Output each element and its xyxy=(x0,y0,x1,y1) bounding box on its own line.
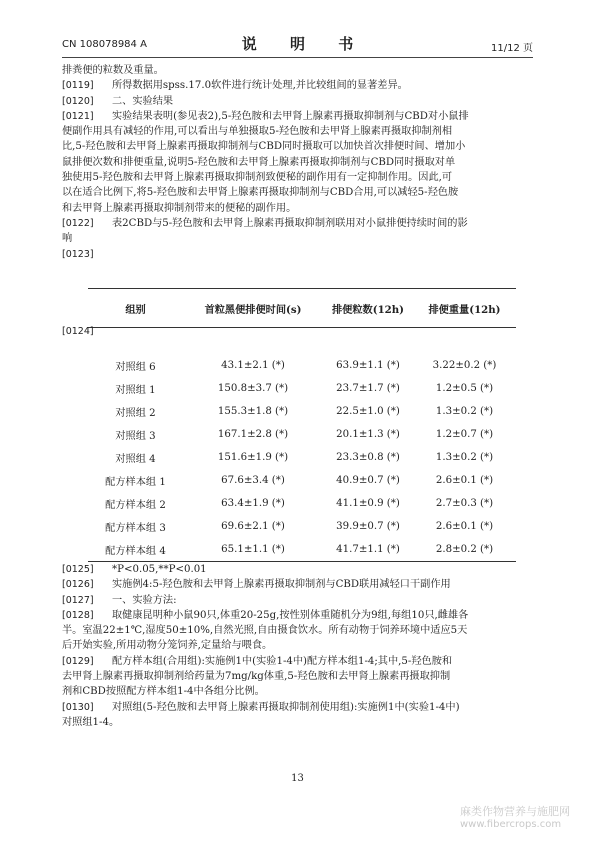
table-body xyxy=(88,354,516,561)
cell-stool-count: 22.5±1.0 (*) xyxy=(336,406,400,417)
paragraph-line: 独使用5-羟色胺和去甲肾上腺素再摄取抑制剂致便秘的副作用有一定抑制作用。因此,可 xyxy=(62,172,453,184)
table-row xyxy=(88,423,516,446)
header-stool-weight: 排便重量(12h) xyxy=(428,303,501,316)
paragraph-text: 实施例4:5-羟色胺和去甲肾上腺素再摄取抑制剂与CBD联用减轻口干副作用 xyxy=(112,579,451,591)
cell-first-stool-time: 167.1±2.8 (*) xyxy=(217,429,289,440)
paragraph-number-0124: [0124] xyxy=(62,326,94,337)
header-stool-count: 排便粒数(12h) xyxy=(332,303,404,316)
cell-stool-count: 23.7±1.7 (*) xyxy=(336,383,400,394)
paragraph-number: [0127] xyxy=(62,594,94,606)
cell-group: 配方样本组 4 xyxy=(105,546,166,557)
cell-group: 对照组 1 xyxy=(115,385,156,396)
cell-group: 配方样本组 1 xyxy=(105,477,166,488)
cell-first-stool-time: 65.1±1.1 (*) xyxy=(221,544,285,555)
paragraph-line: 便副作用具有减轻的作用,可以看出与单独摄取5-羟色胺和去甲肾上腺素再摄取抑制剂相 xyxy=(62,126,453,138)
cell-stool-count: 40.9±0.7 (*) xyxy=(336,475,400,486)
cell-group: 配方样本组 3 xyxy=(105,523,166,534)
table-gap xyxy=(88,328,516,354)
cell-stool-weight: 2.8±0.2 (*) xyxy=(435,544,494,555)
results-table xyxy=(88,288,516,562)
table-caption: 表2CBD与5-羟色胺和去甲肾上腺素再摄取抑制剂联用对小鼠排便持续时间的影 xyxy=(112,217,468,229)
cell-stool-weight: 1.2±0.5 (*) xyxy=(435,383,494,394)
cell-stool-count: 63.9±1.1 (*) xyxy=(336,360,400,371)
paragraph-line: 对照组(5-羟色胺和去甲肾上腺素再摄取抑制剂使用组):实施例1中(实验1-4中) xyxy=(112,701,460,713)
watermark-url: www.fibercrops.com xyxy=(460,819,562,830)
table-row xyxy=(88,354,516,377)
table-row xyxy=(88,377,516,400)
paragraph-line: 实验结果表明(参见表2),5-羟色胺和去甲肾上腺素再摄取抑制剂与CBD对小鼠排 xyxy=(112,110,469,122)
table-row xyxy=(88,515,516,538)
paragraph-line: 和去甲肾上腺素再摄取抑制剂带来的便秘的副作用。 xyxy=(62,202,297,214)
cell-stool-weight: 2.6±0.1 (*) xyxy=(435,521,494,532)
paragraph-0125 xyxy=(62,562,533,577)
paragraph-line: 配方样本组(合用组):实施例1中(实验1-4中)配方样本组1-4;其中,5-羟色胺和 xyxy=(112,655,453,667)
cell-stool-weight: 3.22±0.2 (*) xyxy=(432,360,497,371)
document-body-lower xyxy=(62,562,533,730)
cell-group: 对照组 3 xyxy=(115,431,156,442)
watermark xyxy=(460,805,570,831)
paragraph-number: [0120] xyxy=(62,95,94,107)
paragraph-0122 xyxy=(62,216,533,247)
paragraph-number: [0121] xyxy=(62,110,94,122)
cell-stool-count: 41.1±0.9 (*) xyxy=(336,498,400,509)
cell-first-stool-time: 67.6±3.4 (*) xyxy=(221,475,285,486)
table-header-row xyxy=(88,289,516,327)
cell-first-stool-time: 151.6±1.9 (*) xyxy=(217,452,289,463)
header-divider xyxy=(62,57,533,58)
paragraph-text: 二、实验结果 xyxy=(112,95,174,107)
cell-stool-weight: 2.7±0.3 (*) xyxy=(435,498,494,509)
cell-stool-weight: 1.3±0.2 (*) xyxy=(435,406,494,417)
paragraph-text: 一、实验方法: xyxy=(112,594,177,606)
table-caption-line: 响 xyxy=(62,233,73,245)
paragraph-line: 以在适合比例下,将5-羟色胺和去甲肾上腺素再摄取抑制剂与CBD合用,可以减轻5-羟色胺 xyxy=(62,187,459,199)
cell-stool-weight: 1.2±0.7 (*) xyxy=(435,429,494,440)
paragraph-line: 剂和CBD按照配方样本组1-4中各组分比例。 xyxy=(62,686,265,698)
table-row xyxy=(88,469,516,492)
paragraph-0120 xyxy=(62,94,533,109)
table-row xyxy=(88,400,516,423)
paragraph-line: 取健康昆明种小鼠90只,体重20-25g,按性别体重随机分为9组,每组10只,雌雄各 xyxy=(112,609,469,621)
page-header xyxy=(62,33,533,53)
cell-stool-count: 23.3±0.8 (*) xyxy=(336,452,400,463)
table-row xyxy=(88,446,516,469)
cell-first-stool-time: 69.6±2.1 (*) xyxy=(221,521,285,532)
paragraph-0129 xyxy=(62,654,533,700)
paragraph-0126 xyxy=(62,577,533,592)
paragraph-0121 xyxy=(62,109,533,216)
page-indicator: 11/12 页 xyxy=(491,43,533,54)
paragraph-0127 xyxy=(62,593,533,608)
cell-first-stool-time: 63.4±1.9 (*) xyxy=(221,498,285,509)
paragraph-number: [0126] xyxy=(62,579,94,591)
paragraph-number: [0128] xyxy=(62,609,94,621)
paragraph-line: 对照组1-4。 xyxy=(62,716,120,728)
paragraph-line: 半。室温22±1℃,湿度50±10%,自然光照,自由摄食饮水。所有动物于饲养环境中适应5天 xyxy=(62,625,468,637)
cell-group: 对照组 4 xyxy=(115,454,156,465)
paragraph-0119 xyxy=(62,78,533,93)
paragraph-number: [0130] xyxy=(62,701,94,713)
header-first-stool-time: 首粒黑便排便时间(s) xyxy=(204,303,302,316)
cell-stool-count: 20.1±1.3 (*) xyxy=(336,429,400,440)
paragraph-line: 鼠排便次数和排便重量,说明5-羟色胺和去甲肾上腺素再摄取抑制剂与CBD同时摄取对单 xyxy=(62,156,456,168)
table-row xyxy=(88,492,516,515)
cell-group: 对照组 2 xyxy=(115,408,156,419)
cell-stool-weight: 1.3±0.2 (*) xyxy=(435,452,494,463)
paragraph-line: 去甲肾上腺素再摄取抑制剂给药量为7mg/kg体重,5-羟色胺和去甲肾上腺素再摄取抑制 xyxy=(62,671,451,683)
cell-stool-count: 41.7±1.1 (*) xyxy=(336,544,400,555)
document-body xyxy=(62,63,533,262)
document-title: 说 明 书 xyxy=(241,35,368,53)
paragraph-number: [0129] xyxy=(62,655,94,667)
paragraph-number: [0119] xyxy=(62,80,94,92)
table-row xyxy=(88,538,516,561)
paragraph-0128 xyxy=(62,608,533,654)
paragraph-number: [0122] xyxy=(62,217,94,229)
paragraph-number: [0123] xyxy=(62,248,94,260)
paragraph-continuation: 排粪便的粒数及重量。 xyxy=(62,65,164,76)
watermark-title: 麻类作物营养与施肥网 xyxy=(460,805,570,818)
paragraph-0123 xyxy=(62,247,533,262)
header-group: 组别 xyxy=(125,303,146,316)
cell-stool-count: 39.9±0.7 (*) xyxy=(336,521,400,532)
paragraph-line: 比,5-羟色胺和去甲肾上腺素再摄取抑制剂与CBD同时摄取可以加快首次排便时间、增加小 xyxy=(62,141,466,153)
page-number: 13 xyxy=(291,773,304,784)
paragraph-number: [0125] xyxy=(62,564,94,575)
paragraph-line: 后开始实验,所用动物分笼饲养,定量给与喂食。 xyxy=(62,640,273,652)
cell-stool-weight: 2.6±0.1 (*) xyxy=(435,475,494,486)
patent-number: CN 108078984 A xyxy=(62,39,147,50)
cell-group: 配方样本组 2 xyxy=(105,500,166,511)
cell-first-stool-time: 43.1±2.1 (*) xyxy=(221,360,285,371)
cell-group: 对照组 6 xyxy=(115,362,156,373)
significance-note: *P<0.05,**P<0.01 xyxy=(112,564,207,575)
cell-first-stool-time: 155.3±1.8 (*) xyxy=(217,406,289,417)
paragraph-0130 xyxy=(62,700,533,731)
paragraph-text: 所得数据用spss.17.0软件进行统计处理,并比较组间的显著差异。 xyxy=(112,80,408,92)
cell-first-stool-time: 150.8±3.7 (*) xyxy=(217,383,289,394)
